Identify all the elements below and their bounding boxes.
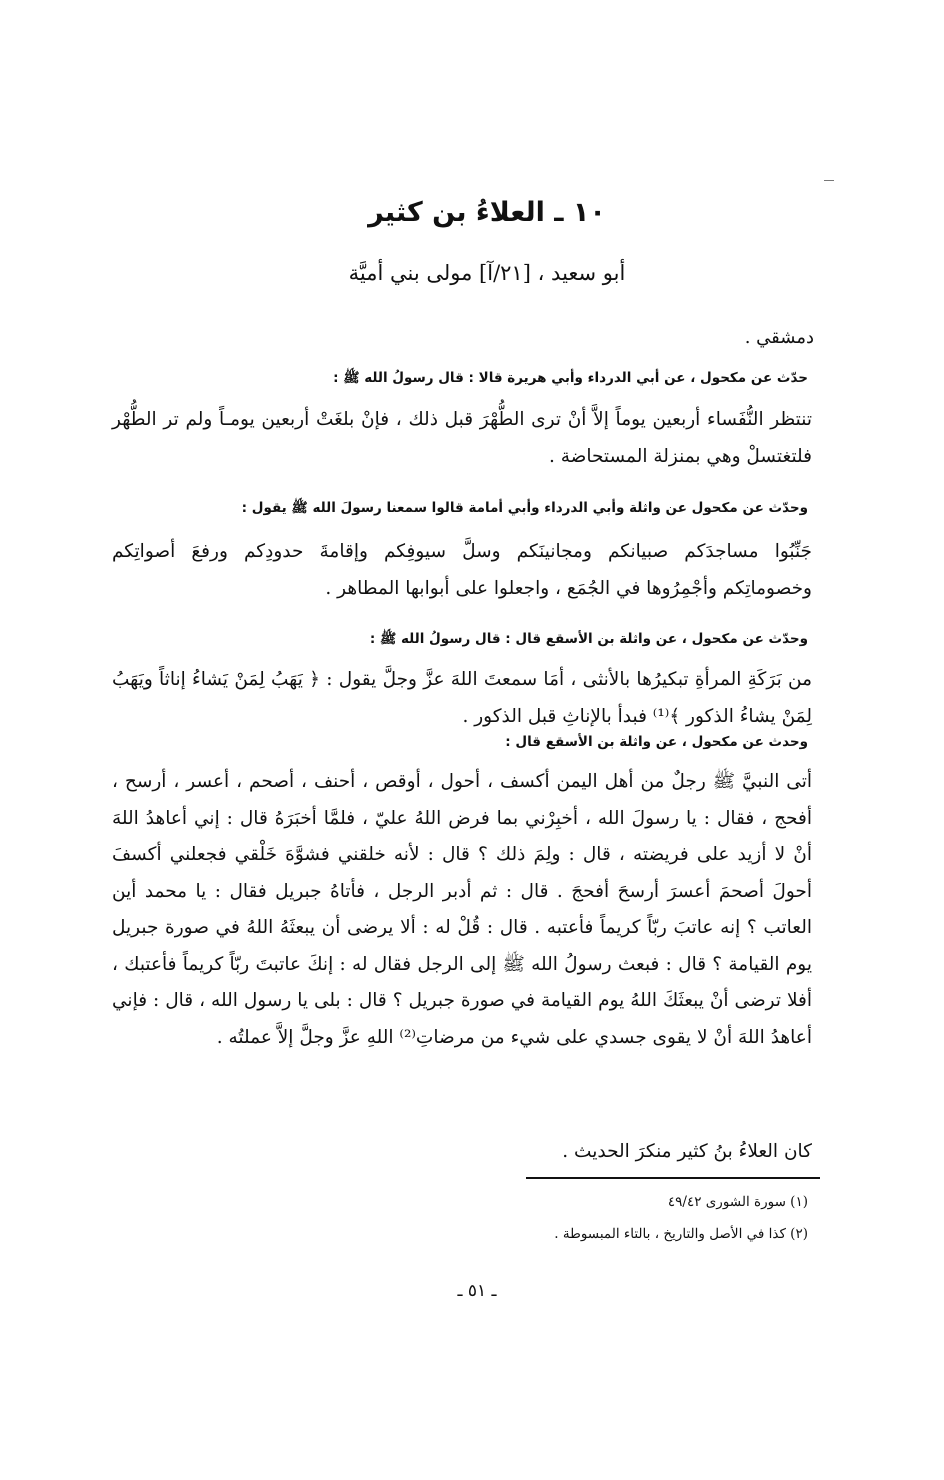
matn-4: أتى النبيَّ ﷺ رجلٌ من أهل اليمن أكسف ، أحول ، أوقص ، أحنف ، أصحم ، أعسر ، أرسح ، أفحج ، فقال : يا رسولَ الله ، أخبِرْني بما فرض اللهُ عليّ ، فلمَّا أخبَرَهُ قال : إني أعاهدُ اللهَ أنْ لا أزيد على فريضته ، قال : ولِمَ ذلك ؟ قال : لأنه خلقني فشوَّهَ خَلْقي فجعلني أكسفَ أحولَ أصحمَ أعسرَ أرسحَ أفحجَ . قال : ثم أدبر الرجل ، فأتاهُ جبريل فقال : يا محمد أين العاتب ؟ إنه عاتبَ ربّاً كريماً فأعتبه . قال : قُلْ له : ألا يرضى أن يبعثَهُ اللهُ في صورة جبريل يوم القيامة ؟ قال : فبعث رسولُ الله ﷺ إلى الرجل فقال له : إنكَ عاتبتَ ربّاً كريماً فأعتبك ، أفلا ترضى أنْ يبعثَكَ اللهُ يوم القيامة في صورة جبريل ؟ قال : بلى يا رسول الله ، قال : فإني أعاهدُ اللهَ أنْ لا يقوى جسدي على شيء من مرضاتِ⁽²⁾ اللهِ عزَّ وجلَّ إلاَّ عملتُه . [112,771,812,1048]
footnotes [554,1186,808,1250]
matn-1: تنتظر النُّفَساء أربعين يوماً إلاَّ أنْ ترى الطُّهْرَ قبل ذلك ، فإنْ بلغَتْ أربعين يومـاً ولم تر الطُّهْر فلتغتسلْ وهي بمنزلة المستحاضة . [112,409,812,467]
isnad-3: وحدّث عن مكحول ، عن واثلة بن الأسقع قال : قال رسولُ الله ﷺ : [369,631,808,647]
footnote-1: (١) سورة الشورى ٤٩/٤٢ [667,1194,808,1210]
isnad-1: حدّث عن مكحول ، عن أبي الدرداء وأبي هريرة قالا : قال رسولُ الله ﷺ : [333,370,808,386]
matn-3: من بَرَكَةِ المرأةِ تبكيرُها بالأنثى ، أمَا سمعتَ اللهَ عزَّ وجلَّ يقول : ﴿ يَهَبُ لِمَنْ يَشاءُ إناثاً ويَهَبُ لِمَنْ يشاءُ الذكور ﴾⁽¹⁾ فبدأ بالإناثِ قبل الذكور . [112,669,812,727]
page-number: ـ ٥١ ـ [457,1281,497,1301]
footnote-divider [526,1177,820,1179]
conclusion-line: كان العلاءُ بنُ كثير منكرَ الحديث . [562,1141,812,1162]
entry-title: ١٠ ـ العلاءُ بن كثير [368,197,606,228]
isnad-4: وحدث عن مكحول ، عن واثلة بن الأسقع قال : [505,734,808,750]
matn-2: جَنِّبُوا مساجدَكم صبيانكم ومجانينَكم وسلَّ سيوفِكم وإقامةَ حدودِكم ورفعَ أصواتِكم وخصوماتِكم وأجْمِرُوها في الجُمَع ، واجعلوا على أبوابها المطاهر . [112,541,812,599]
origin-line: دمشقي . [744,327,814,348]
margin-mark [824,180,834,181]
footnote-2: (٢) كذا في الأصل والتاريخ ، بالتاء المبسوطة . [554,1226,808,1242]
isnad-2: وحدّث عن مكحول عن واثلة وأبي الدرداء وأبي أمامة قالوا سمعنا رسولَ الله ﷺ يقول : [241,500,808,516]
entry-subtitle: أبو سعيد ، [٢١/آ] مولى بني أميَّة [348,261,626,285]
